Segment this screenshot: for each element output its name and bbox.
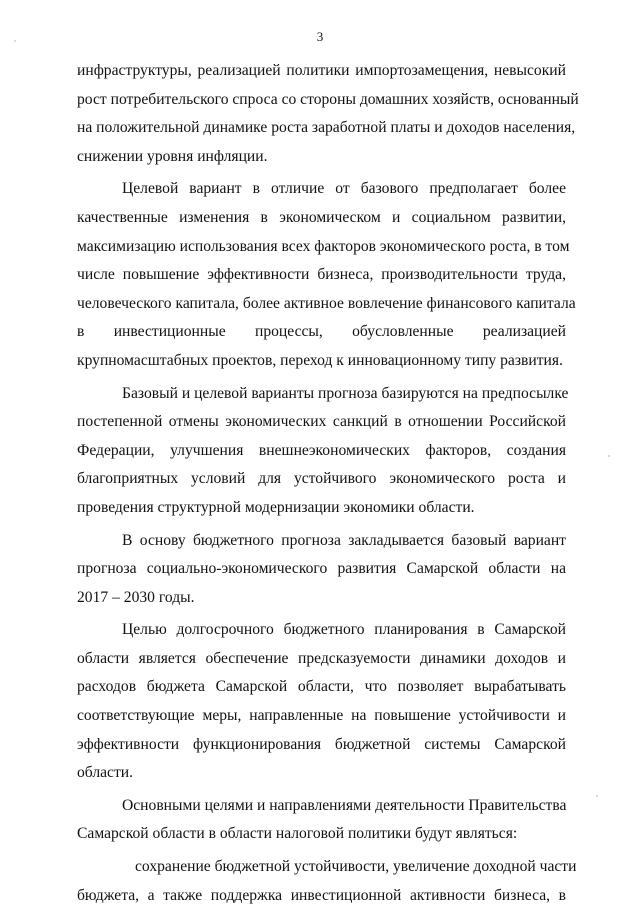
document-body [77,57,579,910]
paragraph-4 [77,527,566,613]
page-number: 3 [316,29,324,44]
text-line: максимизацию использования всех факторов экономического роста, в том [77,237,570,255]
text-line: на положительной динамике роста заработной платы и доходов населения, [77,119,576,137]
text-line: рост потребительского спроса со стороны домашних хозяйств, основанный [77,90,579,108]
text-line: в инвестиционные процессы, обусловленные реализацией [77,323,566,341]
text-line: эффективности функционирования бюджетной системы Самарской [77,735,566,753]
text-line: бюджета, а также поддержка инвестиционной активности бизнеса, в [77,886,566,904]
scan-speck [608,455,610,457]
text-line: соответствующие меры, направленные на повышение устойчивости и [77,707,566,725]
text-line: Самарской области в области налоговой политики будут являться: [77,825,518,843]
paragraph-1 [77,57,579,171]
text-line: проведения структурной модернизации экономики области. [77,498,475,516]
paragraph-5 [77,616,566,788]
text-line: В основу бюджетного прогноза закладывается базовый вариант [122,531,566,549]
scan-speck [596,795,598,797]
text-line: Целью долгосрочного бюджетного планирования в Самарской [122,621,566,639]
paragraph-3 [77,380,569,523]
paragraph-6 [77,792,566,849]
text-line: области. [77,764,134,782]
text-line: расходов бюджета Самарской области, что позволяет вырабатывать [77,678,566,696]
text-line: Целевой вариант в отличие от базового предполагает более [122,180,566,198]
text-line: области является обеспечение предсказуемости динамики доходов и [77,649,566,667]
text-line: Основными целями и направлениями деятельности Правительства [122,796,567,814]
text-line: крупномасштабных проектов, переход к инновационному типу развития. [77,351,563,369]
text-line: числе повышение эффективности бизнеса, производительности труда, [77,266,566,284]
text-line: 2017 – 2030 годы. [77,588,195,606]
text-line: прогноза социально-экономического развития Самарской области на [77,560,566,578]
paragraph-7 [77,853,577,910]
scan-speck [14,40,16,42]
text-line: благоприятных условий для устойчивого экономического роста и [77,470,566,488]
text-line: инфраструктуры, реализацией политики импортозамещения, невысокий [77,62,566,79]
text-line: Федерации, улучшения внешнеэкономических факторов, создания [77,441,566,459]
text-line: снижении уровня инфляции. [77,147,268,165]
text-line: Базовый и целевой варианты прогноза базируются на предпосылке [122,384,569,402]
text-line: человеческого капитала, более активное вовлечение финансового капитала [77,294,576,312]
text-line: сохранение бюджетной устойчивости, увеличение доходной части [135,858,577,876]
text-line: качественные изменения в экономическом и социальном развитии, [77,208,566,226]
text-line: постепенной отмены экономических санкций в отношении Российской [77,413,566,431]
paragraph-2 [77,175,576,375]
